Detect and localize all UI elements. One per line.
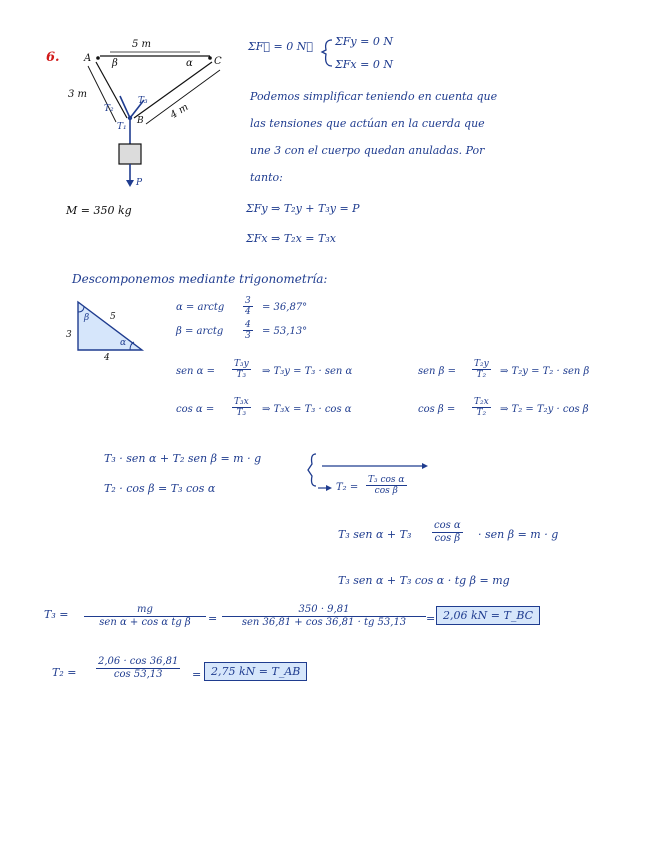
sum-forces: ΣF⃗ = 0 N⃗ xyxy=(248,40,313,53)
sen-beta-lhs: sen β = xyxy=(418,366,457,377)
sen-alpha-fraction: $\frac{\text{T₃y}}{\text{T₃}}$ xyxy=(234,359,249,381)
t2-result-fraction: $\frac{2,06 \cdot \cos 36,81}{\cos 53,13}$ xyxy=(98,656,179,680)
diagram-label-t1: T₁ xyxy=(117,122,127,132)
system-eq-1: T₃ · sen α + T₂ sen β = m · g xyxy=(104,452,262,465)
t3-fraction-symbolic: mg sen α + cos α tg β xyxy=(86,604,204,628)
diagram-label-c: C xyxy=(214,56,222,67)
diagram-label-t3: T₃ xyxy=(138,96,148,106)
diagram-label-alpha: α xyxy=(186,58,193,69)
diagram-label-a: A xyxy=(84,53,92,64)
cos-alpha-lhs: cos α = xyxy=(176,404,215,415)
alpha-fraction: $\frac{3}{4}$ xyxy=(245,296,251,318)
sen-alpha-lhs: sen α = xyxy=(176,366,215,377)
alpha-rhs: = 36,87° xyxy=(262,302,308,313)
substitution-rhs: · sen β = m · g xyxy=(478,528,559,541)
equation-fx: ΣFx ⇒ T₂x = T₃x xyxy=(246,232,336,245)
mass-label: M = 350 kg xyxy=(66,204,132,217)
beta-lhs: β = arctg xyxy=(176,326,224,337)
sum-fy: ΣFy = 0 N xyxy=(335,35,393,48)
diagram-label-p: P xyxy=(136,178,143,188)
diagram-label-beta: β xyxy=(112,58,118,69)
equation-fy: ΣFy ⇒ T₂y + T₃y = P xyxy=(246,202,360,215)
diagram-label-5m: 5 m xyxy=(132,39,152,50)
diagram-label-4m: 4 m xyxy=(168,101,191,122)
t3-fraction-numeric: 350 · 9,81 sen 36,81 + cos 36,81 · tg 53,13 xyxy=(224,604,424,628)
diagram-label-t2: T₂ xyxy=(104,104,114,114)
cos-beta-fraction: $\frac{\text{T₂x}}{\text{T₂}}$ xyxy=(474,397,489,419)
t3-eq-2: = xyxy=(426,612,436,625)
substitution-fraction: $\frac{\text{cos α}}{\text{cos β}}$ xyxy=(434,520,461,544)
t2-lhs: T₂ = xyxy=(336,482,359,493)
t2-fraction: $\frac{\text{T₃ cos α}}{\text{cos β}}$ xyxy=(368,475,405,497)
sen-beta-fraction: $\frac{\text{T₂y}}{\text{T₂}}$ xyxy=(474,359,489,381)
triangle-alpha: α xyxy=(120,338,127,348)
cos-alpha-rhs: ⇒ T₃x = T₃ · cos α xyxy=(262,404,352,415)
explanation-line-1: Podemos simplificar teniendo en cuenta que xyxy=(250,90,498,103)
diagram-label-3m: 3 m xyxy=(68,89,88,100)
sen-beta-rhs: ⇒ T₂y = T₂ · sen β xyxy=(500,366,590,377)
decompose-title: Descomponemos mediante trigonometría: xyxy=(72,272,328,286)
t3-result-box: 2,06 kN = T_BC xyxy=(436,606,540,625)
cos-alpha-fraction: $\frac{\text{T₃x}}{\text{T₃}}$ xyxy=(234,397,249,419)
triangle-side-3: 3 xyxy=(66,330,72,340)
substitution-lhs: T₃ sen α + T₃ xyxy=(338,528,412,541)
t3-eq-1: = xyxy=(208,612,218,625)
explanation-line-3: une 3 con el cuerpo quedan anuladas. Por xyxy=(250,144,485,157)
t2-result-lhs: T₂ = xyxy=(52,666,77,679)
system-eq-2: T₂ · cos β = T₃ cos α xyxy=(104,482,216,495)
explanation-line-4: tanto: xyxy=(250,171,283,184)
triangle-diagram xyxy=(70,296,160,356)
triangle-side-4: 4 xyxy=(104,353,110,363)
cos-beta-lhs: cos β = xyxy=(418,404,456,415)
beta-rhs: = 53,13° xyxy=(262,326,308,337)
diagram-label-b: B xyxy=(137,116,144,126)
beta-fraction: $\frac{4}{3}$ xyxy=(245,320,251,342)
triangle-side-5: 5 xyxy=(110,312,116,322)
t2-result-box: 2,75 kN = T_AB xyxy=(204,662,307,681)
sen-alpha-rhs: ⇒ T₃y = T₃ · sen α xyxy=(262,366,353,377)
cos-beta-rhs: ⇒ T₂ = T₂y · cos β xyxy=(500,404,589,415)
problem-number: 6. xyxy=(46,50,60,65)
triangle-beta: β xyxy=(84,313,90,323)
sum-fx: ΣFx = 0 N xyxy=(335,58,393,71)
alpha-lhs: α = arctg xyxy=(176,302,225,313)
t2-result-eq: = xyxy=(192,668,202,681)
t3-lhs: T₃ = xyxy=(44,608,69,621)
explanation-line-2: las tensiones que actúan en la cuerda que xyxy=(250,117,485,130)
simplified-equation: T₃ sen α + T₃ cos α · tg β = mg xyxy=(338,574,510,587)
